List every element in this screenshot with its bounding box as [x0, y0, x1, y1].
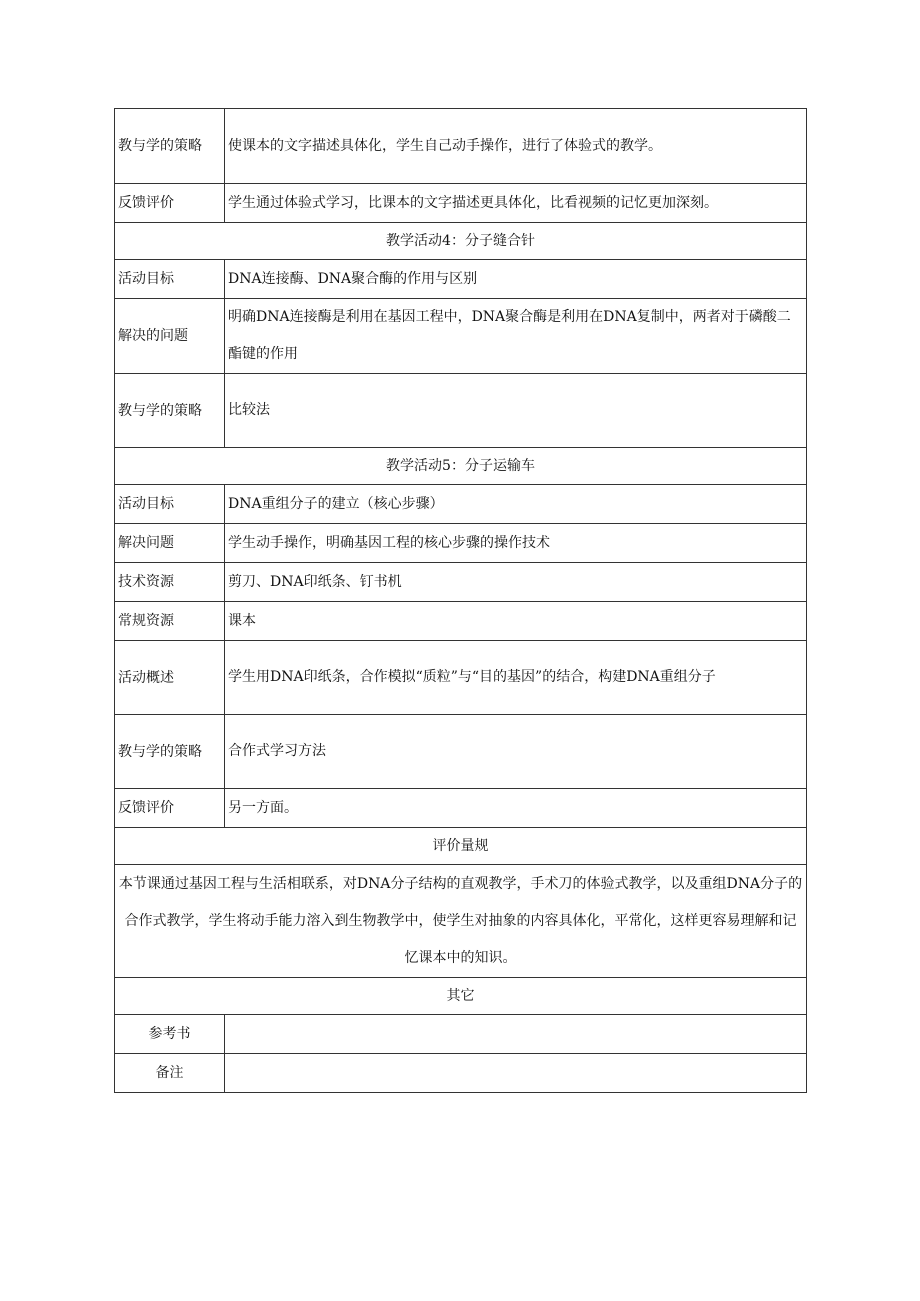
activity5-title: 教学活动5：分子运输车 — [115, 448, 807, 485]
row-label: 反馈评价 — [115, 184, 225, 223]
row-value: 学生用DNA印纸条，合作模拟“质粒”与“目的基因”的结合，构建DNA重组分子 — [225, 641, 807, 715]
table-row — [115, 641, 807, 715]
row-label: 活动概述 — [115, 641, 225, 715]
table-row — [115, 374, 807, 448]
notes-cell — [225, 1054, 807, 1093]
section-header-row — [115, 978, 807, 1015]
table-row — [115, 1054, 807, 1093]
table-row — [115, 602, 807, 641]
table-row — [115, 485, 807, 524]
row-label: 备注 — [115, 1054, 225, 1093]
section-header-row — [115, 828, 807, 865]
table-row — [115, 109, 807, 184]
table-row — [115, 260, 807, 299]
table-row — [115, 715, 807, 789]
table-row — [115, 524, 807, 563]
row-value: 合作式学习方法 — [225, 715, 807, 789]
row-value: 学生动手操作，明确基因工程的核心步骤的操作技术 — [225, 524, 807, 563]
other-title: 其它 — [115, 978, 807, 1015]
reference-books-cell — [225, 1015, 807, 1054]
row-value: 明确DNA连接酶是利用在基因工程中，DNA聚合酶是利用在DNA复制中，两者对于磷酸二酯键的作用 — [225, 299, 807, 374]
rubric-text: 本节课通过基因工程与生活相联系，对DNA分子结构的直观教学，手术刀的体验式教学，以及重组DNA分子的合作式教学，学生将动手能力溶入到生物教学中，使学生对抽象的内容具体化，平常化，这样更容易理解和记忆课本中的知识。 — [115, 865, 807, 978]
section-header-row — [115, 448, 807, 485]
table-row — [115, 1015, 807, 1054]
row-value: 学生通过体验式学习，比课本的文字描述更具体化，比看视频的记忆更加深刻。 — [225, 184, 807, 223]
activity4-title: 教学活动4：分子缝合针 — [115, 223, 807, 260]
row-value: 比较法 — [225, 374, 807, 448]
table-row — [115, 789, 807, 828]
row-label: 活动目标 — [115, 260, 225, 299]
table-row — [115, 184, 807, 223]
lesson-plan-table — [114, 108, 807, 1093]
row-label: 反馈评价 — [115, 789, 225, 828]
row-value: 另一方面。 — [225, 789, 807, 828]
table-row — [115, 865, 807, 978]
row-value: 剪刀、DNA印纸条、钉书机 — [225, 563, 807, 602]
section-header-row — [115, 223, 807, 260]
row-value: 使课本的文字描述具体化，学生自己动手操作，进行了体验式的教学。 — [225, 109, 807, 184]
row-value: DNA连接酶、DNA聚合酶的作用与区别 — [225, 260, 807, 299]
row-value: 课本 — [225, 602, 807, 641]
row-label: 解决问题 — [115, 524, 225, 563]
row-value: DNA重组分子的建立（核心步骤） — [225, 485, 807, 524]
row-label: 技术资源 — [115, 563, 225, 602]
row-label: 教与学的策略 — [115, 109, 225, 184]
row-label: 常规资源 — [115, 602, 225, 641]
row-label: 解决的问题 — [115, 299, 225, 374]
table-row — [115, 563, 807, 602]
row-label: 教与学的策略 — [115, 715, 225, 789]
rubric-title: 评价量规 — [115, 828, 807, 865]
row-label: 活动目标 — [115, 485, 225, 524]
row-label: 教与学的策略 — [115, 374, 225, 448]
table-row — [115, 299, 807, 374]
row-label: 参考书 — [115, 1015, 225, 1054]
